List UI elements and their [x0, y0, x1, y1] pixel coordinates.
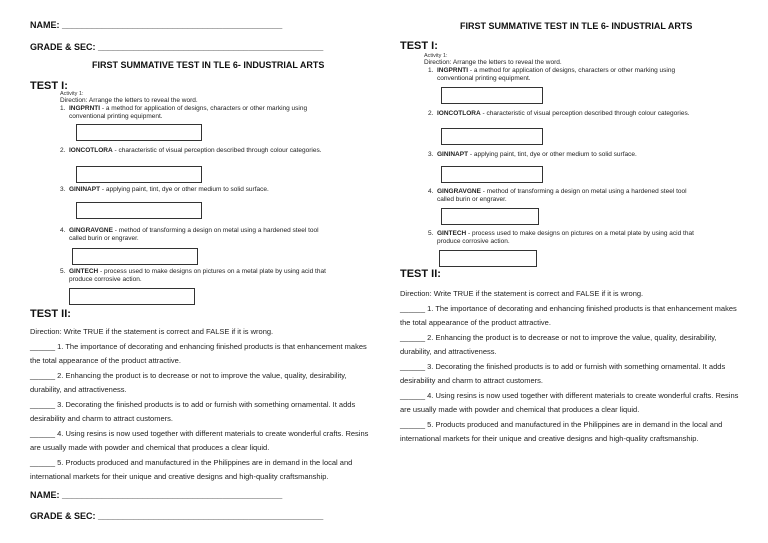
test2-item: ______ 2. Enhancing the product is to decrease or not to improve the value, quality, desirability, durability, and attractiveness.: [30, 370, 347, 394]
test1-item: 4. GINGRAVGNE - method of transforming a design on metal using a hardened steel tool called burin or engraver.: [428, 188, 687, 203]
test2-direction: Direction: Write TRUE if the statement is correct and FALSE if it is wrong.: [400, 289, 644, 298]
grade-section-line[interactable]: GRADE & SEC: _____________________________________________: [30, 42, 324, 52]
test1-direction: Direction: Arrange the letters to reveal the word.: [424, 59, 562, 66]
test2-item: ______ 1. The importance of decorating and enhancing finished products is that enhancement makes the total appearance of the product attractive.: [400, 303, 737, 327]
test2-item: ______ 5. Products produced and manufactured in the Philippines are in demand in the local and international markets for their unique and creative designs and high-quality craftsmanship.: [30, 457, 353, 481]
name-line[interactable]: NAME: ____________________________________________: [30, 20, 283, 30]
answer-box[interactable]: [76, 202, 202, 219]
test2-body: [400, 287, 740, 447]
answer-box[interactable]: [76, 166, 202, 183]
test1-item: 2. IONCOTLORA - characteristic of visual perception described through colour categories.: [60, 147, 322, 154]
name-line[interactable]: NAME: ____________________________________________: [30, 490, 283, 500]
test2-heading: TEST II:: [400, 268, 441, 280]
test1-heading: TEST I:: [400, 40, 438, 52]
test1-item: 5. GINTECH - process used to make designs on pictures on a metal plate by using acid that produce corrosive action.: [428, 230, 694, 245]
test1-item: 1. INGPRNTI - a method for application of designs, characters or other marking using conventional printing equipment.: [60, 105, 308, 120]
test-title: FIRST SUMMATIVE TEST IN TLE 6- INDUSTRIAL ARTS: [92, 60, 325, 70]
answer-box[interactable]: [441, 208, 539, 225]
test1-direction: Direction: Arrange the letters to reveal the word.: [60, 97, 198, 104]
test1-item: 1. INGPRNTI - a method for application of designs, characters or other marking using conventional printing equipment.: [428, 67, 676, 82]
test2-item: ______ 2. Enhancing the product is to decrease or not to improve the value, quality, desirability, durability, and attractiveness.: [400, 332, 717, 356]
answer-box[interactable]: [69, 288, 195, 305]
answer-box[interactable]: [441, 87, 543, 104]
grade-section-line[interactable]: GRADE & SEC: _____________________________________________: [30, 511, 324, 521]
activity-label: Activity 1:: [60, 91, 84, 97]
activity-label: Activity 1:: [424, 53, 448, 59]
test1-item: 4. GINGRAVGNE - method of transforming a design on metal using a hardened steel tool called burin or engraver.: [60, 227, 319, 242]
answer-box[interactable]: [76, 124, 202, 141]
test1-item: 3. GININAPT - applying paint, tint, dye or other medium to solid surface.: [428, 151, 637, 158]
test2-heading: TEST II:: [30, 308, 71, 320]
answer-box[interactable]: [72, 248, 198, 265]
answer-box[interactable]: [439, 250, 537, 267]
answer-box[interactable]: [441, 166, 543, 183]
test2-item: ______ 4. Using resins is now used together with different materials to create wonderful crafts. Resins are usually made with powder and chemical that produces a clear liquid.: [30, 428, 369, 452]
test2-item: ______ 1. The importance of decorating and enhancing finished products is that enhancement makes the total appearance of the product attractive.: [30, 341, 367, 365]
test2-item: ______ 3. Decorating the finished products is to add or furnish with something ornamental. It adds desirability and charm to attract customers.: [30, 399, 356, 423]
test2-item: ______ 5. Products produced and manufactured in the Philippines are in demand in the local and international markets for their unique and creative designs and high-quality craftsmanship.: [400, 419, 723, 443]
test-title: FIRST SUMMATIVE TEST IN TLE 6- INDUSTRIAL ARTS: [460, 21, 693, 31]
test2-item: ______ 3. Decorating the finished products is to add or furnish with something ornamental. It adds desirability and charm to attract customers.: [400, 361, 726, 385]
test1-item: 3. GININAPT - applying paint, tint, dye or other medium to solid surface.: [60, 186, 269, 193]
test1-heading: TEST I:: [30, 80, 68, 92]
test2-item: ______ 4. Using resins is now used together with different materials to create wonderful crafts. Resins are usually made with powder and chemical that produces a clear liquid.: [400, 390, 739, 414]
test1-item: 2. IONCOTLORA - characteristic of visual perception described through colour categories.: [428, 110, 690, 117]
test2-direction: Direction: Write TRUE if the statement is correct and FALSE if it is wrong.: [30, 327, 274, 336]
test1-item: 5. GINTECH - process used to make designs on pictures on a metal plate by using acid that produce corrosive action.: [60, 268, 326, 283]
answer-box[interactable]: [441, 128, 543, 145]
test2-body: [30, 325, 370, 485]
